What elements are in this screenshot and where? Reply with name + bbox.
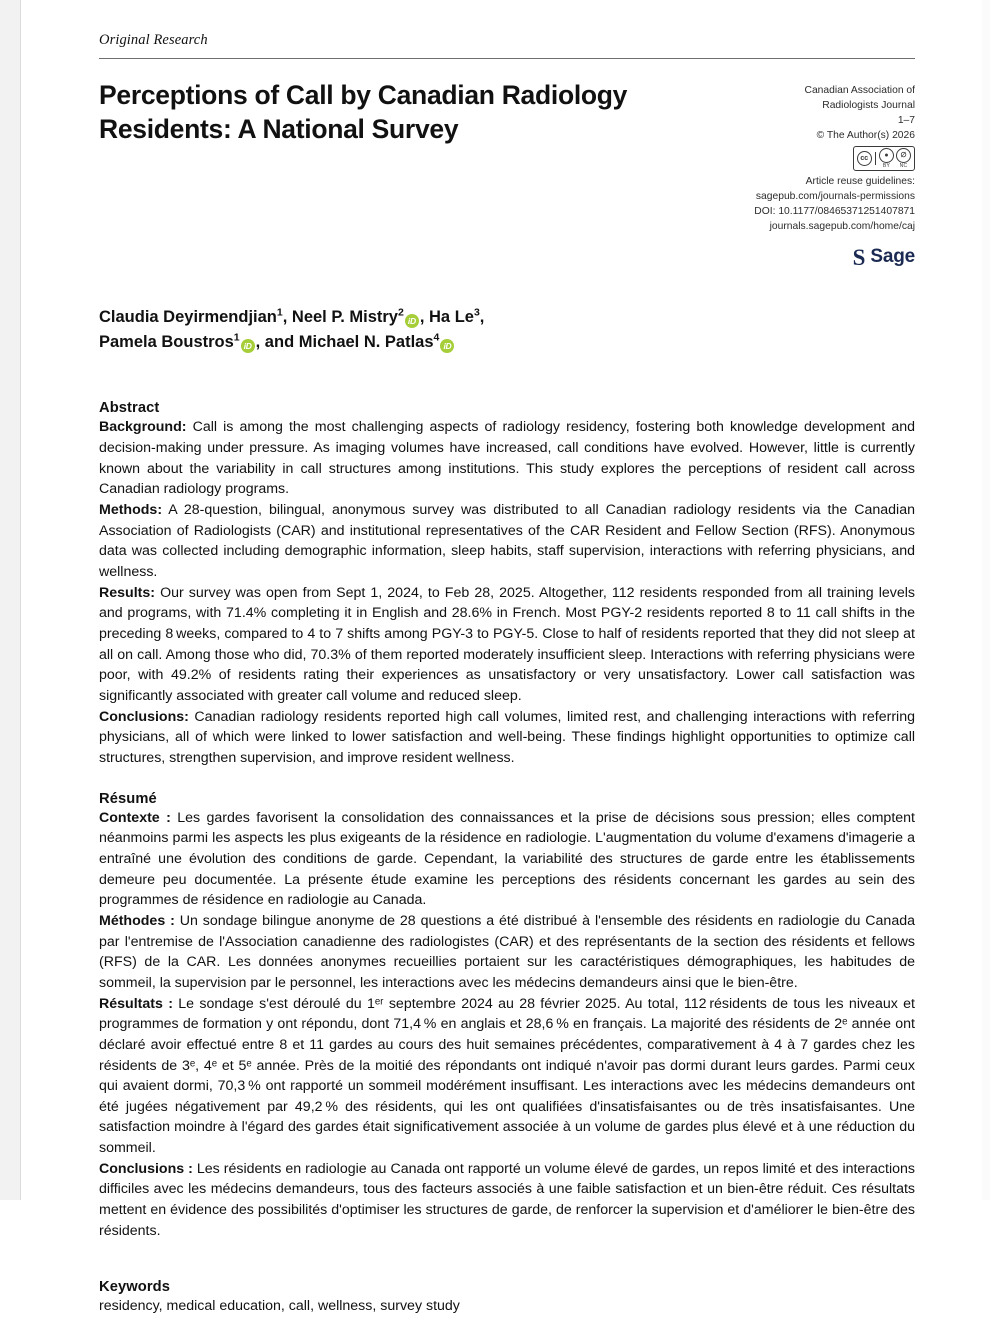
author-name: Claudia Deyirmendjian$^1$ [99,306,283,326]
title-and-journal-header [99,79,915,271]
author-affiliation-marker: 1 [276,306,283,319]
orcid-icon[interactable]: iD [440,339,454,353]
author-name: Ha Le$^3$ [429,306,480,326]
author-separator: , [282,307,292,326]
resume-paragraph-methodes [99,911,915,994]
abstract-paragraph-methods [99,500,915,583]
author-affiliation-marker: 2 [398,306,404,319]
sage-publisher-logo [730,243,915,271]
author-separator: , and [255,332,299,351]
resume-section [99,791,915,1242]
page-content [99,0,915,1317]
page-right-gutter [982,0,990,1200]
abstract-paragraph-results [99,583,915,707]
doi-line[interactable]: DOI: 10.1177/08465371251407871 [754,206,915,218]
cc-by-unit [879,148,894,169]
resume-label-resultats: Résultats : [99,995,173,1012]
abstract-section [99,400,915,768]
abstract-text-background: Call is among the most challenging aspects of radiology residency, fostering both knowledge development and decision-making under pressure. As imaging volumes have increased, call conditions have evolved. However, little is currently known about the variability in call structures among institutions. This study explores the perceptions of resident call across Canadian radiology programs. [99,419,915,498]
permissions-url[interactable]: sagepub.com/journals-permissions [755,191,915,203]
keywords-heading: Keywords [99,1279,170,1296]
resume-text-contexte: Les gardes favorisent la consolidation des connaissances et la prise de décisions sous pression; elles comptent néanmoins parmi les aspects les plus exigeants de la résidence en radiologie. L'augmentation du volume d'examens d'imagerie a entraîné une évolution des conditions de garde. Cependant, la variabilité des structures de garde entre les établissements demeure peu documentée. La présente étude examine les perceptions des résidents concernant les gardes au sein des programmes de résidence en radiologie au Canada. [99,809,915,909]
sage-s-mark-icon: S [852,244,866,270]
cc-by-person-icon: ● [879,148,894,163]
sage-wordmark: Sage [870,246,915,268]
journal-name-line-1: Canadian Association of [804,85,915,96]
abstract-label-results: Results: [99,584,155,601]
journal-metadata-block [730,79,915,271]
author-affiliation-marker: 1 [233,331,240,344]
journal-page-range: 1–7 [897,115,915,127]
article-reuse-label: Article reuse guidelines: [805,176,915,188]
resume-heading: Résumé [99,790,157,807]
cc-nc-noncommercial-icon: ∅ [896,148,911,163]
author-separator: , [419,307,430,326]
abstract-heading: Abstract [99,400,160,417]
creative-commons-badge [853,146,915,171]
abstract-paragraph-conclusions [99,707,915,769]
abstract-paragraph-background [99,417,915,500]
journal-name-line-2: Radiologists Journal [822,100,915,112]
author-name: Pamela Boustros$^1$ [99,331,240,351]
cc-icon: cc [857,151,872,166]
cc-nc-unit [896,148,911,169]
author-line-1 [99,305,739,330]
resume-text-methodes: Un sondage bilingue anonyme de 28 questions a été distribué à l'ensemble des résidents en radiologie du Canada par l'entremise de l'Association canadienne des radiologistes (CAR) et des représentants de la section des résidents et fellows (RFS) de la CAR. Les données anonymes recueillies portaient sur les caractéristiques démographiques, les habitudes de sommeil, la supervision par le personnel, les interactions avec les médecins demandeurs ainsi que le bien-être. [99,912,915,991]
abstract-text-methods: A 28-question, bilingual, anonymous survey was distributed to all Canadian radiology residents via the Canadian Association of Radiologists (CAR) and institutional representatives of the CAR Resident and Fellow Section (RFS). Anonymous data was collected including demographic information, sleep habits, staff supervision, interactions with referring physicians, and wellness. [99,502,915,581]
article-type-kicker: Original Research [99,32,208,48]
header-divider-rule [99,58,915,59]
author-separator: , [479,307,485,326]
author-name: Neel P. Mistry$^2$ [291,306,404,326]
resume-paragraph-contexte [99,808,915,911]
author-affiliation-marker: 4 [433,331,440,344]
cc-badge-divider [875,152,876,165]
resume-label-methodes: Méthodes : [99,912,175,929]
author-affiliation-marker: 3 [473,306,480,319]
cc-by-label: BY [882,163,891,170]
abstract-text-results: Our survey was open from Sept 1, 2024, to Feb 28, 2025. Altogether, 112 residents responded from all training levels and programs, with 71.4% completing it in English and 28.6% in French. Most PGY-2 residents reported 8 to 11 call shifts in the preceding 8 weeks, compared to 4 to 7 shifts among PGY-3 to PGY-5. Close to half of residents reported that they did not sleep at all on call. Among those who did, 70.3% of them reported moderately insufficient sleep. Interactions with referring physicians were poor, with 49.2% of residents rating their experiences as unsatisfactory or very unsatisfactory. Lower call satisfaction was significantly associated with greater call volume and reduced sleep. [99,584,915,705]
orcid-icon[interactable]: iD [241,339,255,353]
author-name: Michael N. Patlas$^4$ [298,331,440,351]
abstract-label-methods: Methods: [99,502,163,519]
cc-license-badge-wrap [730,143,915,174]
copyright-line: © The Author(s) 2026 [816,130,915,142]
keywords-section [99,1279,915,1317]
author-list [99,305,739,355]
resume-paragraph-resultats [99,994,915,1159]
cc-nc-label: NC [899,163,908,170]
keywords-list: residency, medical education, call, wellness, survey study [99,1298,460,1315]
abstract-text-conclusions: Canadian radiology residents reported high call volumes, limited rest, and challenging interactions with referring physicians, all of which were linked to lower satisfaction and well-being. These findings highlight opportunities to optimize call structures, strengthen supervision, and improve resident wellness. [99,708,915,766]
journal-home-url[interactable]: journals.sagepub.com/home/caj [769,221,915,233]
resume-label-conclusions: Conclusions : [99,1160,193,1177]
orcid-icon[interactable]: iD [405,314,419,328]
page-title: Perceptions of Call by Canadian Radiology Residents: A National Survey [99,80,628,144]
resume-label-contexte: Contexte : [99,809,171,826]
resume-text-conclusions: Les résidents en radiologie au Canada ont rapporté un volume élevé de gardes, un repos limité et des interactions difficiles avec les médecins demandeurs, tous des facteurs associés à une faible satisfaction et un bien-être réduit. Ces résultats mettent en évidence des possibilités d'optimiser les structures de garde, de renforcer la supervision et d'améliorer le bien-être des résidents. [99,1160,915,1239]
resume-text-resultats: Le sondage s'est déroulé du 1ᵉʳ septembre 2024 au 28 février 2025. Au total, 112 résidents de tous les niveaux et programmes de formation y ont répondu, dont 71,4 % en anglais et 28,6 % en français. La majorité des résidents de 2ᵉ année ont déclaré avoir effectué entre 8 et 11 gardes au cours des huit semaines précédentes, comparativement à 4 à 7 gardes chez les résidents de 3ᵉ, 4ᵉ et 5ᵉ année. Près de la moitié des répondants ont indiqué n'avoir pas dormi durant leurs gardes. Parmi ceux qui avaient dormi, 70,3 % ont rapporté un sommeil modérément insuffisant. Les interactions avec les médecins demandeurs ont été jugées négativement par 49,2 % des résidents, qui les ont qualifiées d'insatisfaisantes ou de très insatisfaisantes. Une satisfaction moindre à l'égard des gardes était significativement associée à un volume de gardes plus élevé et à une réduction du sommeil. [99,995,915,1157]
abstract-label-conclusions: Conclusions: [99,708,189,725]
page-left-gutter [0,0,21,1200]
author-line-2 [99,330,739,355]
resume-paragraph-conclusions [99,1159,915,1242]
abstract-label-background: Background: [99,419,187,436]
